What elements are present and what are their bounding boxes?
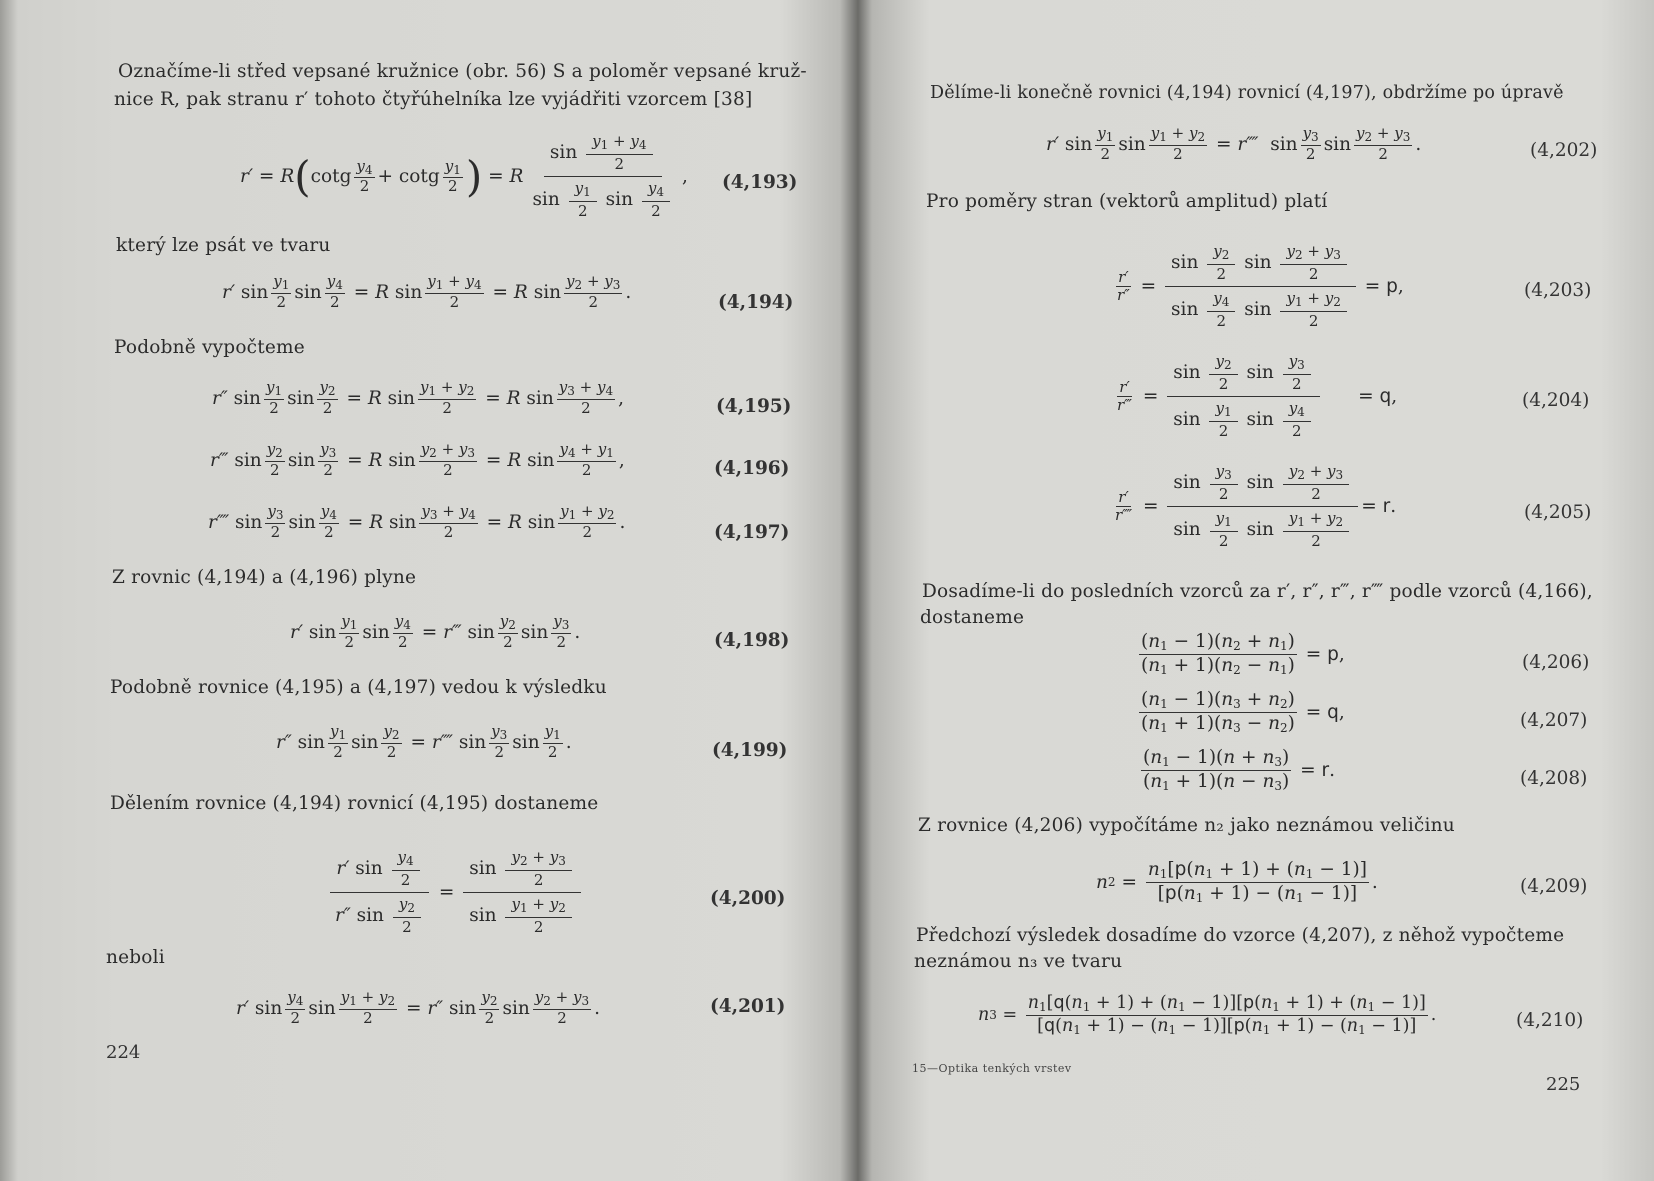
equation-4-203: $\frac{r'}{r''}$ = sin $\frac{y_2}{2}$ sin $\frac{y_2 + y_3}{2}$ sin $\frac{y_4}{2}$ sin $\frac{y_1 + y_2}{2}$ = p , [1117, 242, 1404, 330]
intro-line-2: nice R, pak stranu r′ tohoto čtyřúhelníka lze vyjádřiti vzorcem [38] [114, 89, 753, 110]
equation-4-202: r′ sin $\frac{y_1}{2}$ sin $\frac{y_1 + y_2}{2}$ = r⁗ sin $\frac{y_3}{2}$ sin $\frac{y_2 + y_3}{2}$ . [1046, 124, 1422, 163]
equation-4-206: $\frac{(n1 - 1)(n2 + n1)}{(n1 + 1)(n2 - n1)}$ = p , [1141, 631, 1345, 677]
text-previous-2: neznámou n₃ ve tvaru [914, 951, 1123, 972]
text-or: neboli [106, 947, 165, 968]
eq-number-4-208: (4,208) [1520, 768, 1588, 789]
text-substitute-1: Dosadíme-li do posledních vzorců za r′, r″, r‴, r⁗ podle vzorců (4,166), [922, 581, 1593, 602]
text-previous-1: Předchozí výsledek dosadíme do vzorce (4,207), z něhož vypočteme [916, 925, 1565, 946]
eq-number-4-194: (4,194) [718, 292, 794, 313]
eq-number-4-193: (4,193) [722, 172, 798, 193]
eq-number-4-197: (4,197) [714, 522, 790, 543]
footer-note: 15—Optika tenkých vrstev [912, 1062, 1072, 1075]
equation-4-200: r′ sin $\frac{y_4}{2}$ r″ sin $\frac{y_2}{2}$ = sin $\frac{y_2 + y_3}{2}$ sin $\frac{y_1 + y_2}{2}$ [326, 846, 584, 940]
text-similarly: Podobně vypočteme [114, 337, 305, 358]
equation-4-210: n 3 = $\frac{n1[q(n1 + 1) + (n1 - 1)][p(n1 + 1) + (n1 - 1)]}{[q(n1 + 1) - (n1 - 1)][p(n1 + 1) - (n1 - 1)]}$ . [978, 993, 1437, 1037]
text-dividing: Dělením rovnice (4,194) rovnicí (4,195) dostaneme [110, 793, 599, 814]
intro-line-1: Označíme-li střed vepsané kružnice (obr. 56) S a poloměr vepsané kruž- [118, 61, 807, 82]
text-from-206: Z rovnice (4,206) vypočítáme n₂ jako neznámou veličinu [918, 815, 1455, 836]
eq-number-4-205: (4,205) [1524, 502, 1592, 523]
text-ratios: Pro poměry stran (vektorů amplitud) platí [926, 191, 1328, 212]
equation-4-201: r′ sin $\frac{y_4}{2}$ sin $\frac{y_1 + y_2}{2}$ = r″ sin $\frac{y_2}{2}$ sin $\frac{y_2 + y_3}{2}$ . [236, 988, 601, 1027]
equation-4-194: r′ sin $\frac{y_1}{2}$ sin $\frac{y_4}{2}$ = R sin $\frac{y_1 + y_4}{2}$ = R sin $\frac{y_2 + y_3}{2}$ . [222, 272, 632, 311]
eq-number-4-210: (4,210) [1516, 1010, 1584, 1031]
equation-4-199: r″ sin $\frac{y_1}{2}$ sin $\frac{y_2}{2}$ = r⁗ sin $\frac{y_3}{2}$ sin $\frac{y_1}{2}$ . [276, 722, 572, 761]
eq-number-4-206: (4,206) [1522, 652, 1590, 673]
equation-4-197: r⁗ sin $\frac{y_3}{2}$ sin $\frac{y_4}{2}$ = R sin $\frac{y_3 + y_4}{2}$ = R sin $\frac{y_1 + y_2}{2}$ . [208, 502, 626, 541]
eq-number-4-198: (4,198) [714, 630, 790, 651]
equation-4-193: r′ = R ( cotg $\frac{y_4}{2}$ + cotg $\frac{y_1}{2}$ ) = R sin $\frac{y_1 + y_4}{2}$ sin $\frac{y_1}{2}$ sin $\frac{y_4}{2}$ , [240, 132, 688, 220]
text-which: který lze psát ve tvaru [116, 235, 331, 256]
eq-number-4-209: (4,209) [1520, 876, 1588, 897]
eq-number-4-200: (4,200) [710, 888, 786, 909]
eq-number-4-201: (4,201) [710, 996, 786, 1017]
equation-4-195: r″ sin $\frac{y_1}{2}$ sin $\frac{y_2}{2}$ = R sin $\frac{y_1 + y_2}{2}$ = R sin $\frac{y_3 + y_4}{2}$ , [212, 378, 625, 417]
equation-4-207: $\frac{(n1 - 1)(n3 + n2)}{(n1 + 1)(n3 - n2)}$ = q , [1141, 689, 1345, 735]
equation-4-205: $\frac{r'}{r⁗}$ = sin $\frac{y_3}{2}$ sin $\frac{y_2 + y_3}{2}$ sin $\frac{y_1}{2}$ sin $\frac{y_1 + y_2}{2}$ = r . [1115, 462, 1397, 550]
page-number-left: 224 [106, 1042, 141, 1063]
right-page [860, 0, 1654, 1181]
page-number-right: 225 [1546, 1074, 1581, 1095]
equation-4-209: n 2 = $\frac{n1[p(n1 + 1) + (n1 - 1)]}{[p(n1 + 1) - (n1 - 1)]}$ . [1096, 859, 1378, 905]
text-from: Z rovnic (4,194) a (4,196) plyne [112, 567, 417, 588]
eq-number-4-196: (4,196) [714, 458, 790, 479]
equation-4-196: r‴ sin $\frac{y_2}{2}$ sin $\frac{y_3}{2}$ = R sin $\frac{y_2 + y_3}{2}$ = R sin $\frac{y_4 + y_1}{2}$ , [210, 440, 625, 479]
eq-number-4-204: (4,204) [1522, 390, 1590, 411]
text-similarly-2: Podobně rovnice (4,195) a (4,197) vedou k výsledku [110, 677, 607, 698]
equation-4-208: $\frac{(n1 - 1)(n + n3)}{(n1 + 1)(n - n3)}$ = r . [1143, 747, 1335, 793]
eq-number-4-195: (4,195) [716, 396, 792, 417]
eq-number-4-207: (4,207) [1520, 710, 1588, 731]
equation-4-198: r′ sin $\frac{y_1}{2}$ sin $\frac{y_4}{2}$ = r‴ sin $\frac{y_2}{2}$ sin $\frac{y_3}{2}$ . [290, 612, 581, 651]
text-substitute-2: dostaneme [920, 607, 1025, 628]
eq-number-4-202: (4,202) [1530, 140, 1598, 161]
text-finally: Dělíme-li konečně rovnici (4,194) rovnicí (4,197), obdržíme po úpravě [930, 83, 1564, 103]
equation-4-204: $\frac{r'}{r‴}$ = sin $\frac{y_2}{2}$ sin $\frac{y_3}{2}$ sin $\frac{y_1}{2}$ sin $\frac{y_4}{2}$ = q , [1117, 352, 1398, 440]
eq-number-4-203: (4,203) [1524, 280, 1592, 301]
eq-number-4-199: (4,199) [712, 740, 788, 761]
